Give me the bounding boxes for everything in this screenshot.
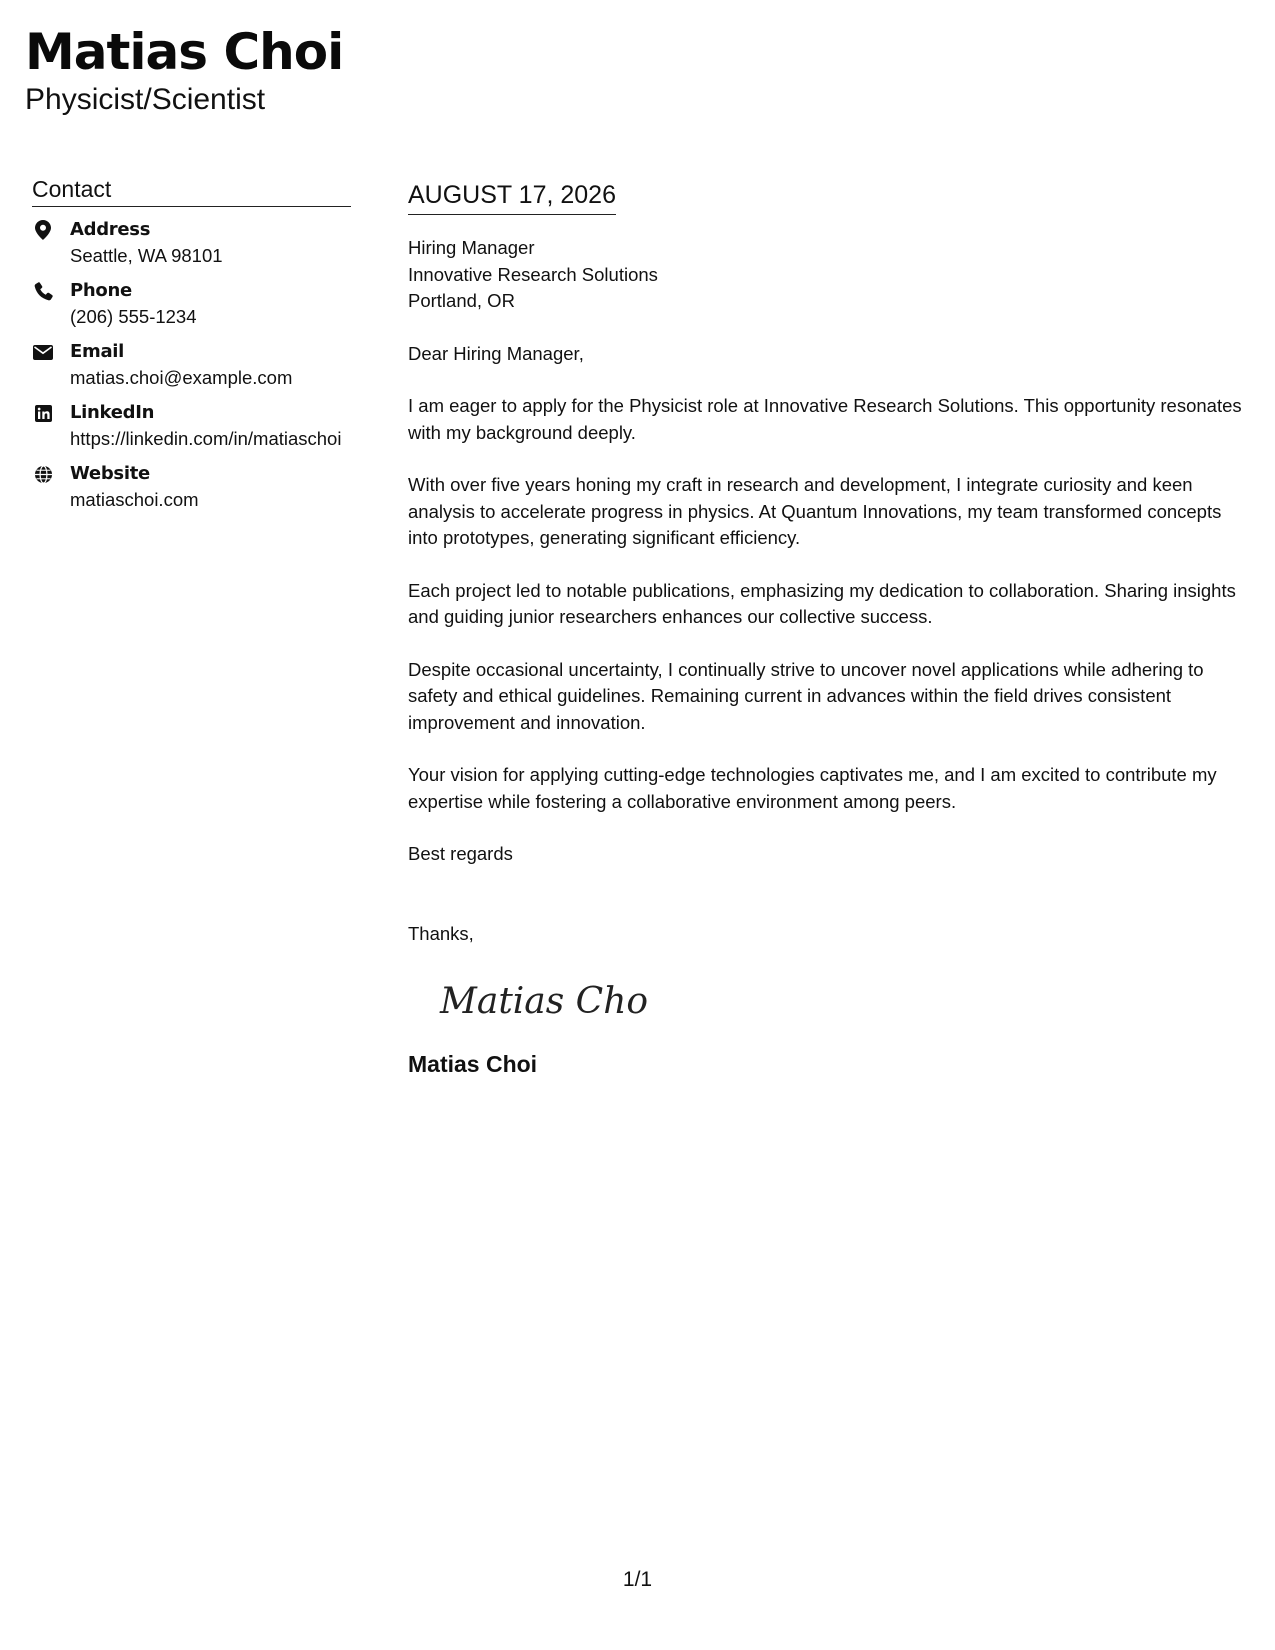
letter-paragraph: Despite occasional uncertainty, I continually strive to uncover novel applications while adhering to safety and ethical guidelines. Remaining current in advances within the field drives consistent improvement and innovation.	[408, 658, 1204, 733]
website-value[interactable]: matiaschoi.com	[70, 489, 199, 510]
phone-icon	[32, 280, 54, 302]
email-label: Email	[70, 341, 125, 362]
address-value: Seattle, WA 98101	[70, 245, 223, 266]
letter-paragraph: Each project led to notable publications, emphasizing my dedication to collaboration. Sharing insights and guiding junior researchers enhances our collective success.	[408, 579, 1236, 627]
linkedin-icon	[32, 402, 54, 424]
letter-body	[408, 178, 1248, 1079]
svg-text:Matias Choi: Matias Choi	[440, 981, 648, 1022]
recipient-location: Portland, OR	[408, 290, 515, 311]
email-value[interactable]: matias.choi@example.com	[70, 367, 293, 388]
recipient-name: Hiring Manager	[408, 237, 535, 258]
contact-item-linkedin	[32, 400, 351, 451]
thanks: Thanks,	[408, 922, 474, 944]
page-number: 1/1	[622, 1568, 653, 1591]
signer-name: Matias Choi	[408, 1051, 538, 1077]
envelope-icon	[32, 341, 54, 363]
salutation: Dear Hiring Manager,	[408, 342, 584, 364]
closing: Best regards	[408, 843, 513, 864]
letter-date: AUGUST 17, 2026	[408, 178, 616, 215]
website-label: Website	[70, 463, 150, 484]
contact-item-phone	[32, 278, 351, 329]
address-label: Address	[70, 219, 151, 240]
signature-image	[438, 969, 1248, 1029]
contact-item-email	[32, 339, 351, 390]
letter-paragraph: With over five years honing my craft in research and development, I integrate curiosity and keen analysis to accelerate progress in physics. At Quantum Innovations, my team transformed concepts into prototypes, generating significant efficiency.	[408, 474, 1222, 548]
recipient-block	[408, 235, 1248, 315]
letter-paragraph: I am eager to apply for the Physicist role at Innovative Research Solutions. This opportunity resonates with my background deeply.	[408, 395, 1242, 443]
phone-value: (206) 555-1234	[70, 306, 197, 327]
contact-item-website	[32, 461, 351, 512]
location-pin-icon	[32, 219, 54, 241]
applicant-name: Matias Choi	[25, 23, 344, 81]
globe-icon	[32, 463, 54, 485]
applicant-title: Physicist/Scientist	[25, 83, 266, 116]
phone-label: Phone	[70, 280, 132, 301]
linkedin-value[interactable]: https://linkedin.com/in/matiaschoi	[70, 428, 342, 449]
contact-heading: Contact	[32, 174, 351, 207]
contact-item-address	[32, 217, 351, 268]
contact-sidebar	[32, 174, 351, 522]
letter-paragraph: Your vision for applying cutting-edge technologies captivates me, and I am excited to contribute my expertise while fostering a collaborative environment among peers.	[408, 764, 1217, 812]
linkedin-label: LinkedIn	[70, 402, 155, 423]
recipient-company: Innovative Research Solutions	[408, 263, 658, 285]
